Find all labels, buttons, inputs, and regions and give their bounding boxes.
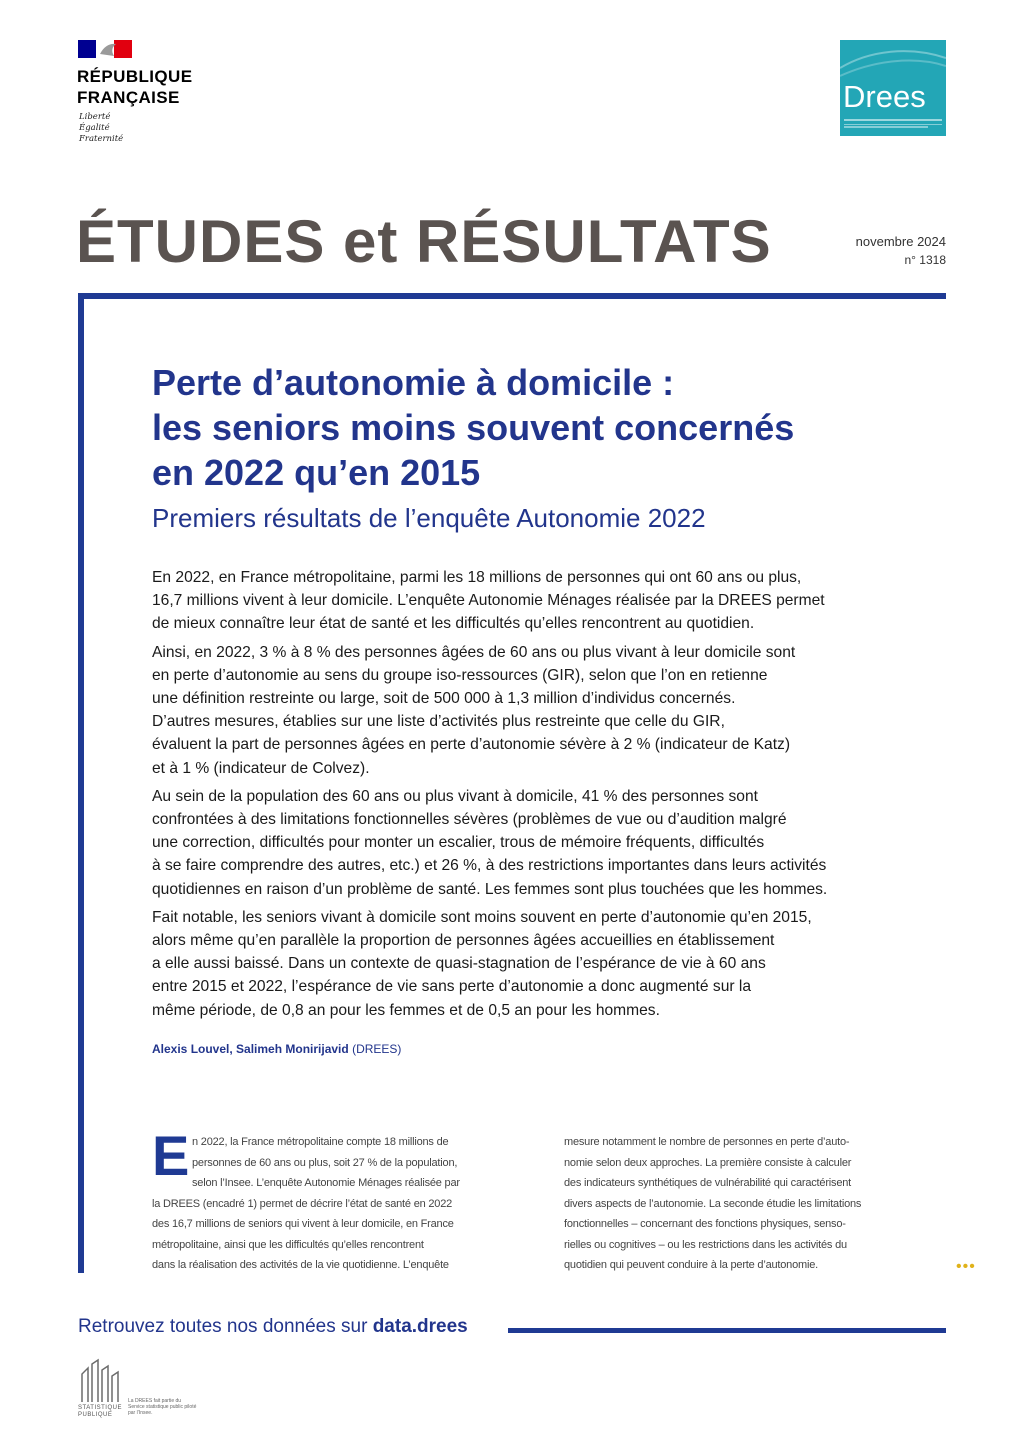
drees-logo xyxy=(840,40,946,136)
continue-indicator-icon: ••• xyxy=(956,1258,976,1275)
abstract-line: en perte d’autonomie au sens du groupe iso-ressources (GIR), selon que l’on en retienne xyxy=(152,666,768,684)
abstract-line: alors même qu’en parallèle la proportion de personnes âgées accueillies en établissement xyxy=(152,932,775,950)
marianne-flag-icon xyxy=(78,40,132,58)
motto-egalite: Égalité xyxy=(79,123,110,133)
article-title xyxy=(152,360,912,495)
abstract-line: de mieux connaître leur état de santé et les difficultés qu’elles rencontrent au quotidien. xyxy=(152,615,755,633)
abstract-line: entre 2015 et 2022, l’espérance de vie sans perte d’autonomie a donc augmenté sur la xyxy=(152,978,752,996)
footer-rule xyxy=(508,1328,946,1333)
statistique-publique-caption xyxy=(78,1405,122,1419)
republique-francaise-logo xyxy=(77,66,192,108)
title-line-3: en 2022 qu’en 2015 xyxy=(152,452,481,493)
footer-link-prefix: Retrouvez toutes nos données sur xyxy=(78,1316,373,1337)
issue-number: n° 1318 xyxy=(904,253,946,267)
body-line: mesure notamment le nombre de personnes en perte d’auto- xyxy=(564,1136,850,1148)
body-line: rielles ou cognitives – ou les restrictions dans les activités du xyxy=(564,1238,847,1251)
motto-fraternite: Fraternité xyxy=(79,134,124,144)
authors xyxy=(152,1041,401,1057)
abstract-line: confrontées à des limitations fonctionnelles sévères (problèmes de vue ou d’audition malgré xyxy=(152,811,787,829)
abstract-paragraph-4 xyxy=(152,906,952,1022)
body-line: divers aspects de l’autonomie. La seconde étudie les limitations xyxy=(564,1197,862,1210)
abstract-line: une définition restreinte ou large, soit de 500 000 à 1,3 million d’individus concernés. xyxy=(152,690,736,708)
body-line: fonctionnelles – concernant des fonctions physiques, senso- xyxy=(564,1218,846,1230)
abstract-line: quotidiennes en raison d’un problème de santé. Les femmes sont plus touchées que les hommes. xyxy=(152,880,828,898)
drees-swoosh-icon xyxy=(840,40,946,80)
abstract-line: D’autres mesures, établies sur une liste d’activités plus restreinte que celle du GIR, xyxy=(152,713,725,731)
abstract-line: En 2022, en France métropolitaine, parmi les 18 millions de personnes qui ont 60 ans ou plus, xyxy=(152,569,802,586)
title-line-1: Perte d’autonomie à domicile : xyxy=(152,362,675,403)
body-line: nomie selon deux approches. La première consiste à calculer xyxy=(564,1156,852,1169)
author-names: Alexis Louvel, Salimeh Monirijavid xyxy=(152,1042,349,1056)
body-line: personnes de 60 ans ou plus, soit 27 % de la population, xyxy=(192,1156,458,1169)
abstract-paragraph-1 xyxy=(152,566,952,636)
abstract-line: même période, de 0,8 an pour les femmes et de 0,5 an pour les hommes. xyxy=(152,1001,660,1019)
data-drees-link[interactable] xyxy=(78,1314,468,1340)
stat-caption-line-1: STATISTIQUE xyxy=(78,1405,122,1411)
body-line: la DREES (encadré 1) permet de décrire l’état de santé en 2022 xyxy=(152,1197,453,1210)
republic-motto xyxy=(79,112,123,145)
body-line: n 2022, la France métropolitaine compte 18 millions de xyxy=(192,1136,449,1148)
body-line: des indicateurs synthétiques de vulnérabilité qui caractérisent xyxy=(564,1177,852,1189)
author-affiliation: (DREES) xyxy=(352,1042,402,1056)
body-column-left xyxy=(152,1132,538,1276)
abstract-line: évaluent la part de personnes âgées en perte d’autonomie sévère à 2 % (indicateur de Katz) xyxy=(152,736,791,754)
abstract-line: Au sein de la population des 60 ans ou plus vivant à domicile, 41 % des personnes sont xyxy=(152,787,758,805)
republic-line-2: FRANÇAISE xyxy=(77,88,180,107)
series-title: ÉTUDES et RÉSULTATS xyxy=(76,208,772,275)
issue-date: novembre 2024 xyxy=(855,234,946,249)
republic-line-1: RÉPUBLIQUE xyxy=(77,67,193,86)
abstract-line: à se faire comprendre des autres, etc.) et 26 %, à des restrictions importantes dans leurs activités xyxy=(152,857,827,875)
abstract-line: une correction, difficultés pour monter un escalier, trous de mémoire fréquents, difficultés xyxy=(152,834,765,852)
body-column-right xyxy=(564,1132,950,1276)
body-line: des 16,7 millions de seniors qui vivent à leur domicile, en France xyxy=(152,1218,454,1230)
abstract-line: et à 1 % (indicateur de Colvez). xyxy=(152,759,370,777)
body-line: selon l’Insee. L’enquête Autonomie Ménages réalisée par xyxy=(192,1177,460,1189)
abstract-line: Ainsi, en 2022, 3 % à 8 % des personnes âgées de 60 ans ou plus vivant à leur domicile sont xyxy=(152,643,796,661)
abstract xyxy=(152,566,952,1027)
body-line: métropolitaine, ainsi que les difficultés qu’elles rencontrent xyxy=(152,1238,424,1251)
body-line: quotidien qui peuvent conduire à la perte d’autonomie. xyxy=(564,1259,819,1271)
abstract-paragraph-3 xyxy=(152,785,952,901)
statistique-publique-logo-icon xyxy=(78,1356,122,1412)
drees-tagline xyxy=(844,119,942,125)
abstract-line: a elle aussi baissé. Dans un contexte de quasi-stagnation de l’espérance de vie à 60 ans xyxy=(152,955,766,973)
statistique-publique-note: La DREES fait partie du Service statistique public piloté par l’Insee. xyxy=(128,1398,197,1416)
body-line: dans la réalisation des activités de la vie quotidienne. L’enquête xyxy=(152,1259,449,1271)
abstract-line: Fait notable, les seniors vivant à domicile sont moins souvent en perte d’autonomie qu’en 2015, xyxy=(152,908,812,926)
drop-cap: E xyxy=(152,1124,190,1187)
stat-caption-line-2: PUBLIQUE xyxy=(78,1412,113,1418)
drees-wordmark: Drees xyxy=(843,79,926,114)
frame-top-rule xyxy=(78,293,946,299)
title-line-2: les seniors moins souvent concernés xyxy=(152,407,795,448)
drees-tagline-2 xyxy=(844,126,928,128)
abstract-line: 16,7 millions vivent à leur domicile. L’enquête Autonomie Ménages réalisée par la DREES permet xyxy=(152,592,825,610)
frame-left-rule xyxy=(78,293,84,1273)
footer-link-bold: data.drees xyxy=(372,1316,468,1337)
article-subtitle: Premiers résultats de l’enquête Autonomie 2022 xyxy=(152,503,706,533)
motto-liberte: Liberté xyxy=(79,112,111,122)
abstract-paragraph-2 xyxy=(152,641,952,780)
